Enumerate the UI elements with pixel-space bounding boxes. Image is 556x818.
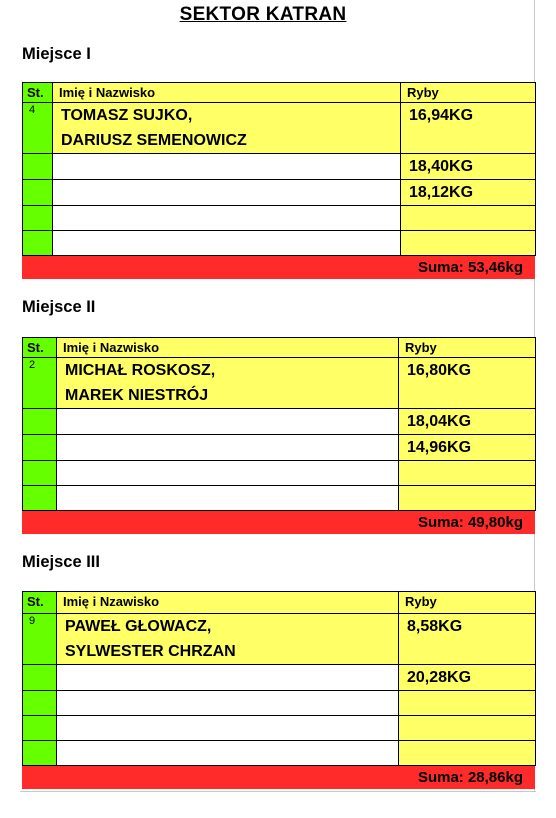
- table-header-row: [23, 338, 536, 358]
- stand-number: 2: [23, 358, 57, 409]
- table-row: [23, 665, 536, 691]
- place-3-label: Miejsce III: [22, 553, 100, 571]
- page-bottom-edge: [20, 791, 536, 792]
- weight-cell: [399, 461, 536, 486]
- table-row: [23, 206, 536, 231]
- name-cell: [57, 461, 399, 486]
- place-1-table: [22, 82, 536, 256]
- name-cell: [57, 486, 399, 511]
- weight-cell: 18,04KG: [399, 409, 536, 435]
- competitor-name: SYLWESTER CHRZAN: [65, 643, 236, 660]
- header-name: Imię i Nazwisko: [53, 83, 401, 103]
- weight-cell: [399, 486, 536, 511]
- table-row: [23, 741, 536, 766]
- name-cell: [57, 435, 399, 461]
- competitors-cell: [53, 103, 401, 154]
- stand-cell: [23, 180, 53, 206]
- name-cell: [57, 716, 399, 741]
- stand-cell: [23, 716, 57, 741]
- stand-cell: [23, 231, 53, 256]
- competitors-cell: [57, 614, 399, 665]
- table-row: [23, 691, 536, 716]
- weight-cell: 16,94KG: [401, 103, 536, 154]
- name-cell: [53, 180, 401, 206]
- competitor-name: PAWEŁ GŁOWACZ,: [65, 618, 212, 635]
- weight-cell: [399, 691, 536, 716]
- stand-cell: [23, 741, 57, 766]
- name-cell: [57, 409, 399, 435]
- table-row: [23, 486, 536, 511]
- header-st: St.: [23, 83, 53, 103]
- table-row: [23, 461, 536, 486]
- place-3-sum: Suma: 28,86kg: [22, 766, 535, 789]
- stand-cell: [23, 409, 57, 435]
- header-fish: Ryby: [401, 83, 536, 103]
- weight-cell: 14,96KG: [399, 435, 536, 461]
- table-row: [23, 614, 536, 665]
- name-cell: [57, 691, 399, 716]
- weight-cell: [401, 231, 536, 256]
- weight-cell: [399, 741, 536, 766]
- name-cell: [53, 231, 401, 256]
- weight-cell: 18,12KG: [401, 180, 536, 206]
- stand-cell: [23, 461, 57, 486]
- table-row: [23, 154, 536, 180]
- stand-cell: [23, 435, 57, 461]
- place-1-label: Miejsce I: [22, 45, 91, 63]
- name-cell: [53, 154, 401, 180]
- stand-cell: [23, 486, 57, 511]
- table-row: [23, 358, 536, 409]
- table-row: [23, 103, 536, 154]
- table-row: [23, 716, 536, 741]
- header-name: Imię i Nzawisko: [57, 592, 399, 614]
- weight-cell: [401, 206, 536, 231]
- table-row: [23, 435, 536, 461]
- place-2-table: [22, 337, 536, 511]
- competitors-cell: [57, 358, 399, 409]
- header-st: St.: [23, 338, 57, 358]
- competitor-name: MAREK NIESTRÓJ: [65, 387, 209, 404]
- stand-number: 4: [23, 103, 53, 154]
- weight-cell: 18,40KG: [401, 154, 536, 180]
- place-1-sum: Suma: 53,46kg: [22, 256, 535, 279]
- header-fish: Ryby: [399, 592, 536, 614]
- page-title: SEKTOR KATRAN: [179, 4, 347, 25]
- stand-cell: [23, 665, 57, 691]
- weight-cell: 8,58KG: [399, 614, 536, 665]
- stand-cell: [23, 154, 53, 180]
- competitor-name: DARIUSZ SEMENOWICZ: [61, 132, 247, 149]
- weight-cell: 16,80KG: [399, 358, 536, 409]
- competitor-name: TOMASZ SUJKO,: [61, 107, 193, 124]
- stand-cell: [23, 206, 53, 231]
- table-header-row: [23, 592, 536, 614]
- place-3-table: [22, 591, 536, 766]
- name-cell: [53, 206, 401, 231]
- header-fish: Ryby: [399, 338, 536, 358]
- stand-number: 9: [23, 614, 57, 665]
- table-row: [23, 231, 536, 256]
- place-2-sum: Suma: 49,80kg: [22, 511, 535, 534]
- weight-cell: 20,28KG: [399, 665, 536, 691]
- competitor-name: MICHAŁ ROSKOSZ,: [65, 362, 216, 379]
- table-header-row: [23, 83, 536, 103]
- place-2-label: Miejsce II: [22, 298, 96, 316]
- table-row: [23, 409, 536, 435]
- header-name: Imię i Nazwisko: [57, 338, 399, 358]
- stand-cell: [23, 691, 57, 716]
- name-cell: [57, 741, 399, 766]
- name-cell: [57, 665, 399, 691]
- weight-cell: [399, 716, 536, 741]
- header-st: St.: [23, 592, 57, 614]
- table-row: [23, 180, 536, 206]
